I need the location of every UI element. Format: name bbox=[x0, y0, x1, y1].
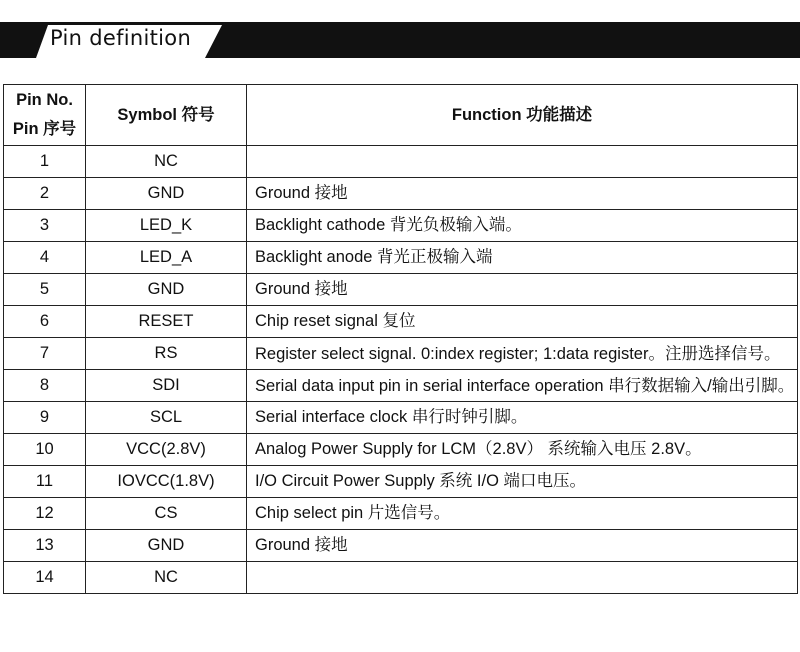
table-row bbox=[4, 242, 798, 274]
pin-symbol: LED_K bbox=[86, 210, 247, 242]
pin-number: 8 bbox=[4, 370, 86, 402]
pin-symbol: NC bbox=[86, 146, 247, 178]
pin-symbol: CS bbox=[86, 498, 247, 530]
table-row bbox=[4, 370, 798, 402]
pin-symbol: NC bbox=[86, 562, 247, 594]
pin-number: 1 bbox=[4, 146, 86, 178]
table-row bbox=[4, 210, 798, 242]
table-row bbox=[4, 530, 798, 562]
pin-number: 2 bbox=[4, 178, 86, 210]
header-pin-line2: Pin 序号 bbox=[12, 120, 77, 138]
pin-symbol: VCC(2.8V) bbox=[86, 434, 247, 466]
pin-symbol: RESET bbox=[86, 306, 247, 338]
pin-number: 3 bbox=[4, 210, 86, 242]
pin-function: Serial data input pin in serial interface operation 串行数据输入/输出引脚。 bbox=[247, 370, 798, 402]
table-row bbox=[4, 434, 798, 466]
pin-number: 13 bbox=[4, 530, 86, 562]
table-row bbox=[4, 498, 798, 530]
pin-function: Register select signal. 0:index register; 1:data register。注册选择信号。 bbox=[247, 338, 798, 370]
pin-number: 7 bbox=[4, 338, 86, 370]
pin-function: Ground 接地 bbox=[247, 178, 798, 210]
table-row bbox=[4, 338, 798, 370]
header-pin-line1: Pin No. bbox=[16, 91, 73, 109]
pin-symbol: GND bbox=[86, 178, 247, 210]
header-pin-number bbox=[4, 85, 86, 146]
table-row bbox=[4, 178, 798, 210]
pin-symbol: IOVCC(1.8V) bbox=[86, 466, 247, 498]
pin-number: 10 bbox=[4, 434, 86, 466]
table-row bbox=[4, 146, 798, 178]
pin-symbol: GND bbox=[86, 530, 247, 562]
pin-function: Serial interface clock 串行时钟引脚。 bbox=[247, 402, 798, 434]
pin-symbol: SCL bbox=[86, 402, 247, 434]
table-row bbox=[4, 402, 798, 434]
pin-symbol: GND bbox=[86, 274, 247, 306]
table-row bbox=[4, 274, 798, 306]
pin-function: I/O Circuit Power Supply 系统 I/O 端口电压。 bbox=[247, 466, 798, 498]
pin-function: Backlight cathode 背光负极输入端。 bbox=[247, 210, 798, 242]
table-row bbox=[4, 306, 798, 338]
pin-function: Ground 接地 bbox=[247, 530, 798, 562]
pin-symbol: RS bbox=[86, 338, 247, 370]
pin-function: Chip select pin 片选信号。 bbox=[247, 498, 798, 530]
table-row bbox=[4, 466, 798, 498]
pin-symbol: LED_A bbox=[86, 242, 247, 274]
table-row bbox=[4, 562, 798, 594]
pin-function: Chip reset signal 复位 bbox=[247, 306, 798, 338]
pin-number: 9 bbox=[4, 402, 86, 434]
pin-function: Ground 接地 bbox=[247, 274, 798, 306]
pin-definition-table bbox=[3, 84, 798, 594]
section-title: Pin definition bbox=[50, 26, 192, 50]
header-symbol: Symbol 符号 bbox=[86, 85, 247, 146]
pin-function bbox=[247, 146, 798, 178]
pin-number: 6 bbox=[4, 306, 86, 338]
pin-number: 5 bbox=[4, 274, 86, 306]
pin-number: 4 bbox=[4, 242, 86, 274]
pin-number: 11 bbox=[4, 466, 86, 498]
pin-symbol: SDI bbox=[86, 370, 247, 402]
pin-function: Backlight anode 背光正极输入端 bbox=[247, 242, 798, 274]
pin-number: 14 bbox=[4, 562, 86, 594]
table-header-row bbox=[4, 85, 798, 146]
pin-function bbox=[247, 562, 798, 594]
header-function: Function 功能描述 bbox=[247, 85, 798, 146]
pin-number: 12 bbox=[4, 498, 86, 530]
pin-function: Analog Power Supply for LCM（2.8V） 系统输入电压 2.8V。 bbox=[247, 434, 798, 466]
